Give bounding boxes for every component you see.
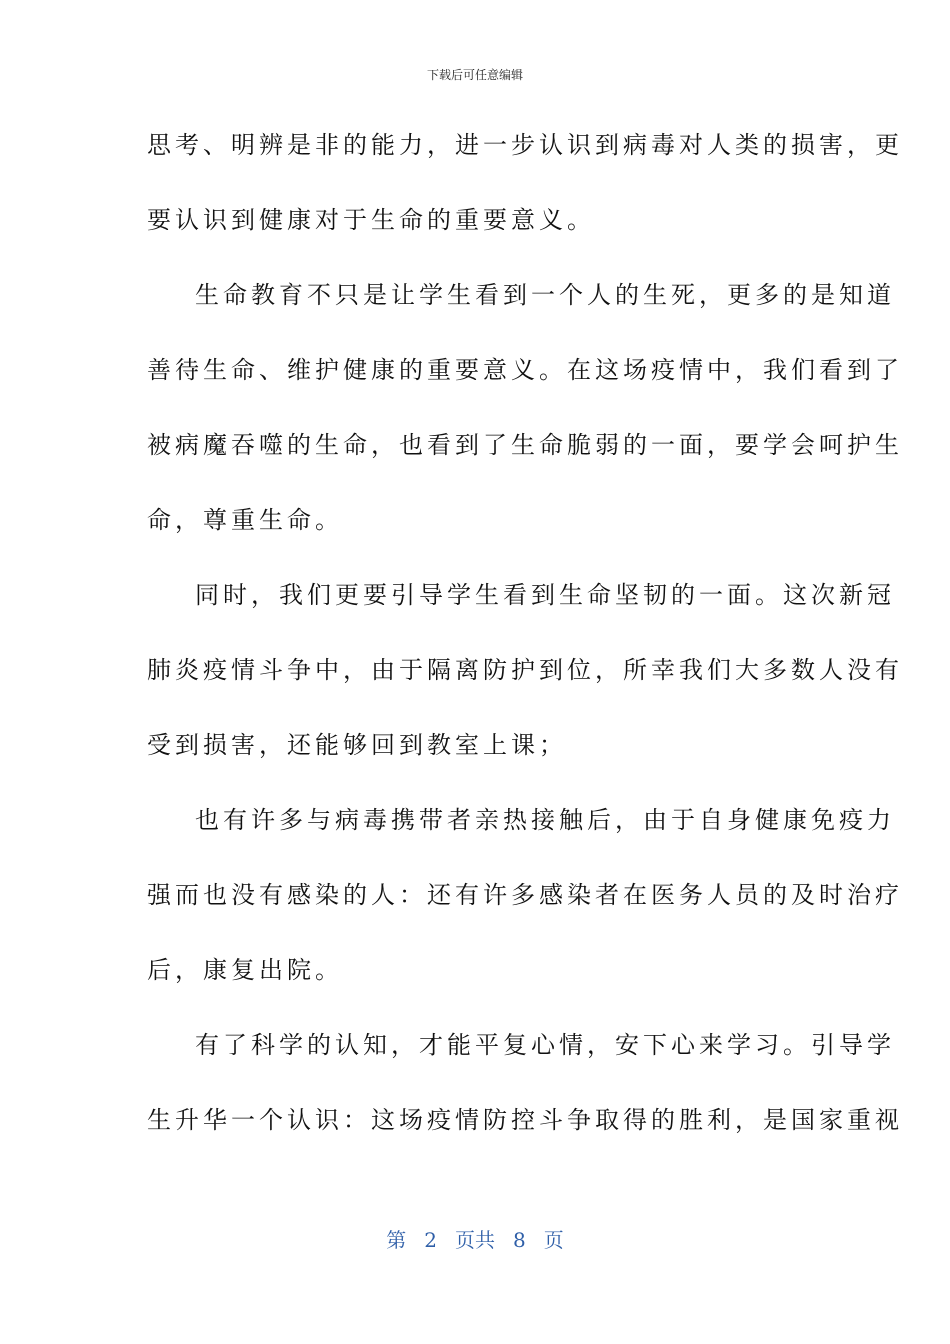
text-line: 生升华一个认识：这场疫情防控斗争取得的胜利，是国家重视: [147, 1106, 903, 1134]
text-line: 同时，我们更要引导学生看到生命坚韧的一面。这次新冠: [195, 581, 895, 609]
footer-current-page: 2: [424, 1228, 437, 1252]
text-line: 被病魔吞噬的生命，也看到了生命脆弱的一面，要学会呵护生: [147, 431, 903, 459]
text-line: 善待生命、维护健康的重要意义。在这场疫情中，我们看到了: [147, 356, 903, 384]
text-line: 肺炎疫情斗争中，由于隔离防护到位，所幸我们大多数人没有: [147, 656, 903, 684]
page-footer: [0, 1224, 950, 1253]
page-header: 下载后可任意编辑: [426, 68, 523, 82]
text-line: 强而也没有感染的人：还有许多感染者在医务人员的及时治疗: [147, 881, 903, 909]
text-line: 命，尊重生命。: [147, 506, 343, 534]
text-line: 思考、明辨是非的能力，进一步认识到病毒对人类的损害，更: [147, 131, 903, 159]
text-line: 要认识到健康对于生命的重要意义。: [147, 206, 595, 234]
text-line: 后，康复出院。: [147, 956, 343, 984]
document-body: [147, 122, 903, 1172]
footer-middle: 页共: [455, 1228, 495, 1252]
text-line: 有了科学的认知，才能平复心情，安下心来学习。引导学: [195, 1031, 895, 1059]
footer-total-pages: 8: [513, 1228, 526, 1252]
footer-suffix: 页: [543, 1228, 564, 1252]
text-line: 也有许多与病毒携带者亲热接触后，由于自身健康免疫力: [195, 806, 895, 834]
footer-prefix: 第: [386, 1228, 407, 1252]
text-line: 受到损害，还能够回到教室上课；: [147, 731, 567, 759]
text-line: 生命教育不只是让学生看到一个人的生死，更多的是知道: [195, 281, 895, 309]
